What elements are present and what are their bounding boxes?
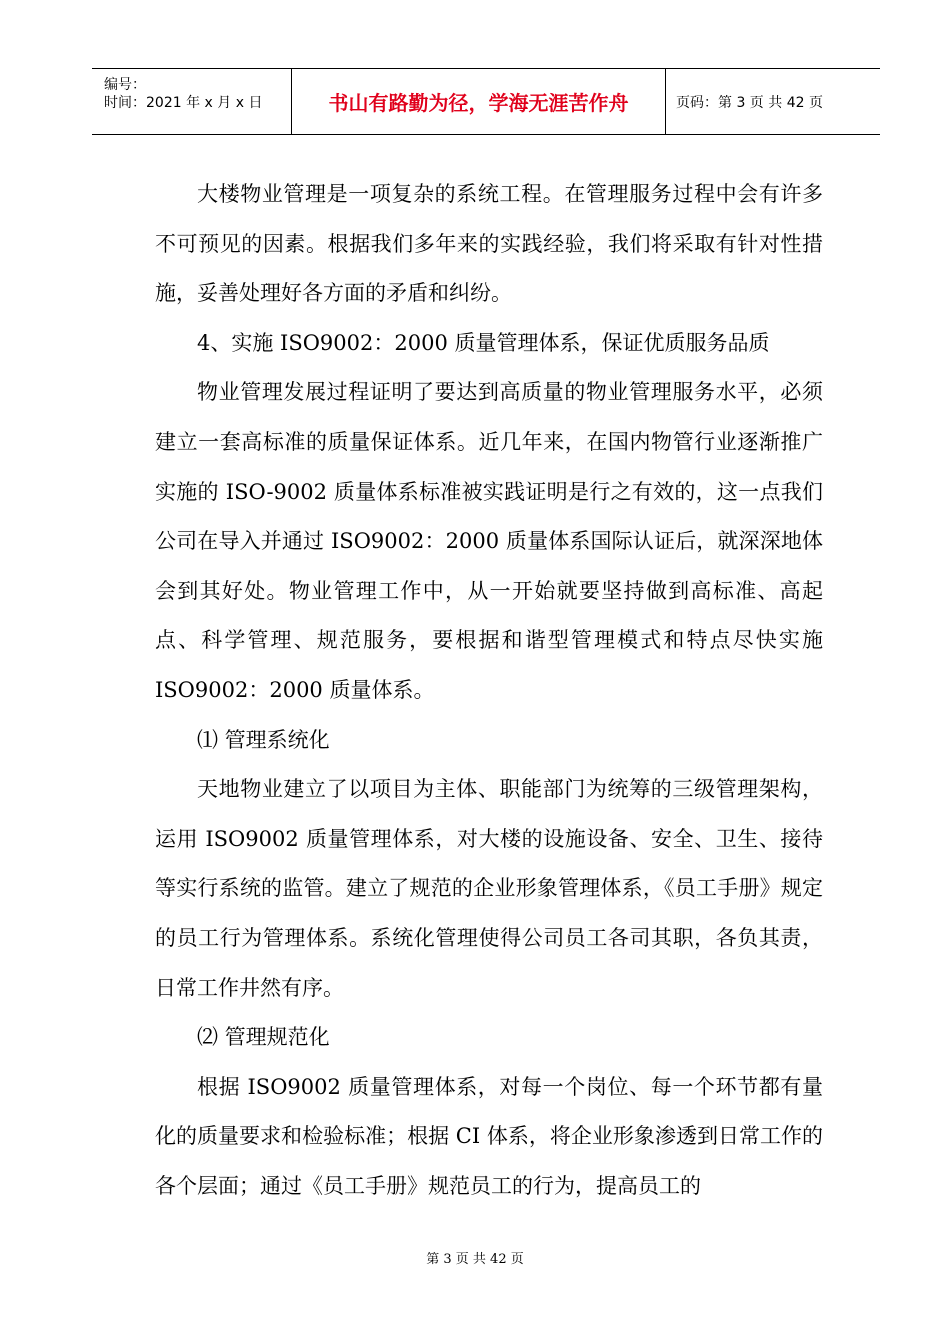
page-header	[92, 68, 880, 135]
subsection-heading: ⑵ 管理规范化	[197, 1025, 330, 1050]
paragraph: 大楼物业管理是一项复杂的系统工程。在管理服务过程中会有许多不可预见的因素。根据我们多年来的实践经验，我们将采取有针对性措施，妥善处理好各方面的矛盾和纠纷。	[155, 182, 823, 306]
time-label: 时间：2021 年 x 月 x 日	[104, 95, 263, 111]
document-body	[155, 170, 823, 1211]
paragraph: 物业管理发展过程证明了要达到高质量的物业管理服务水平，必须建立一套高标准的质量保证体系。近几年来，在国内物管行业逐渐推广实施的 ISO-9002 质量体系标准被实践证明是行之有效的，这一点我们公司在导入并通过 ISO9002：2000 质量体系国际认证后，就深深地体会到其好处。物业管理工作中，从一开始就要坚持做到高标准、高起点、科学管理、规范服务，要根据和谐型管理模式和特点尽快实施 ISO9002：2000 质量体系。	[155, 380, 823, 702]
header-page-info: 页码：第 3 页 共 42 页	[676, 94, 823, 111]
paragraph: 天地物业建立了以项目为主体、职能部门为统筹的三级管理架构，运用 ISO9002 质量管理体系，对大楼的设施设备、安全、卫生、接待等实行系统的监管。建立了规范的企业形象管理体系，《员工手册》规定的员工行为管理体系。系统化管理使得公司员工各司其职，各负其责，日常工作井然有序。	[155, 777, 823, 1000]
number-label: 编号：	[104, 77, 146, 93]
page-footer: 第 3 页 共 42 页	[426, 1252, 524, 1267]
paragraph: 根据 ISO9002 质量管理体系，对每一个岗位、每一个环节都有量化的质量要求和检验标准；根据 CI 体系，将企业形象渗透到日常工作的各个层面；通过《员工手册》规范员工的行为，提高员工的	[155, 1074, 823, 1198]
header-meta	[92, 69, 292, 134]
header-motto: 书山有路勤为径，学海无涯苦作舟	[292, 69, 666, 134]
subsection-heading: ⑴ 管理系统化	[197, 727, 330, 752]
section-heading: 4、实施 ISO9002：2000 质量管理体系，保证优质服务品质	[197, 330, 770, 355]
